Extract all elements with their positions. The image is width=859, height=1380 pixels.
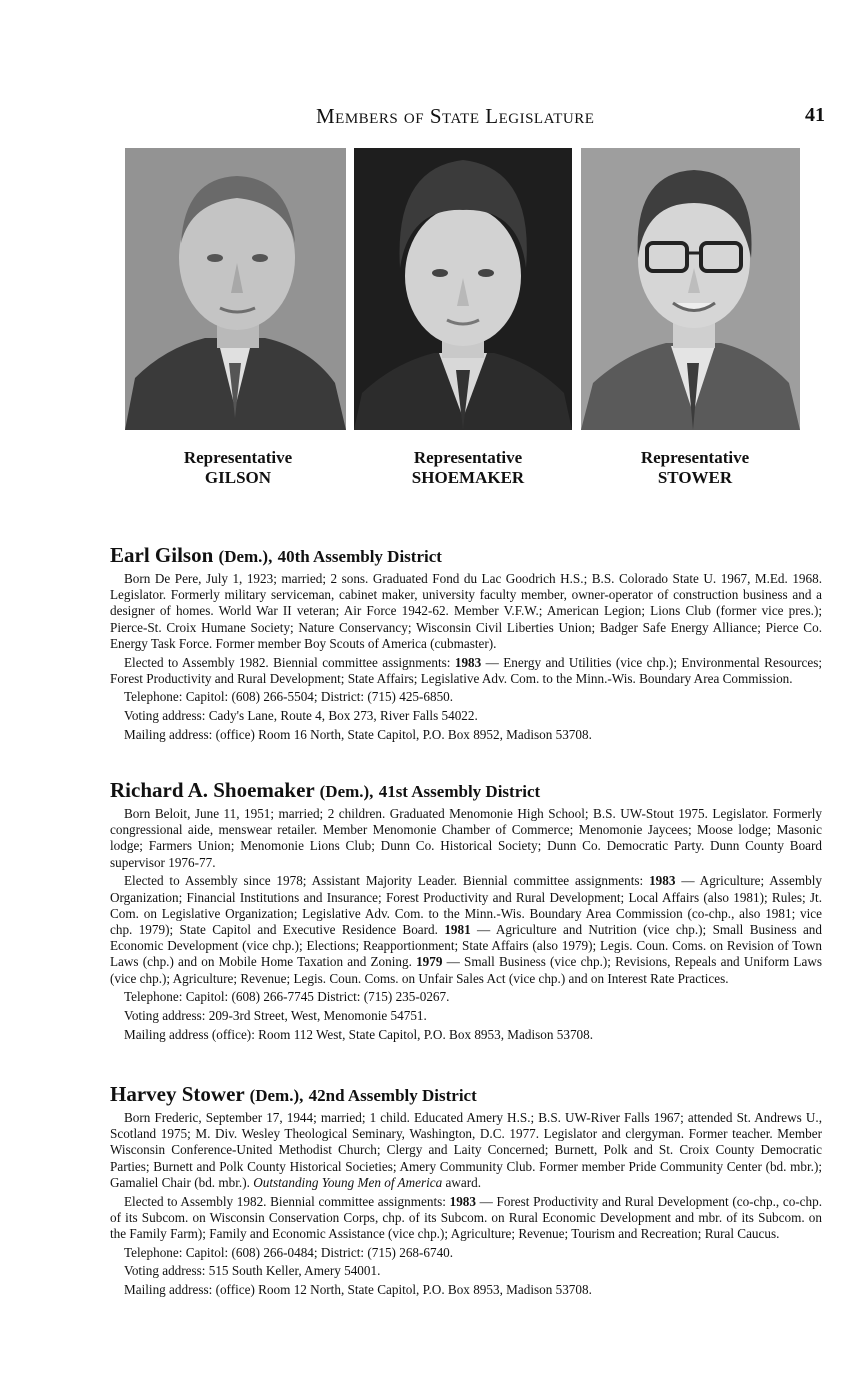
caption-name: STOWER <box>657 468 733 487</box>
bio-service: Elected to Assembly 1982. Biennial committee assignments: 1983 — Energy and Utilities (vice chp.); Environmental Resources; Forest Productivity and Rural Development; State Affairs; Legislative Adv. Com. to the Minn.-Wis. Boundary Area Commission. <box>110 654 823 686</box>
bio-voting-address: Voting address: 209-3rd Street, West, Menomonie 54751. <box>124 1007 427 1023</box>
bio-telephone: Telephone: Capitol: (608) 266-5504; District: (715) 425-6850. <box>124 689 454 705</box>
bio-background: Born De Pere, July 1, 1923; married; 2 sons. Graduated Fond du Lac Goodrich H.S.; B.S. Colorado State U. 1967, M.Ed. 1968. Legislator. Formerly military serviceman, cabinet maker, university faculty member, owner-operator of construction business and a designer of homes. World War II veteran; Air Force 1942-62. Member V.F.W.; American Legion; Lions Club (former vice pres.); Pierce-St. Croix Humane Society; Nature Conservancy; Wisconsin Civil Liberties Union; Badger Safe Energy Alliance; Pierce Co. Energy Task Force. Former member Boy Scouts of America (cubmaster). <box>110 571 822 651</box>
bio-shoemaker <box>110 778 822 1045</box>
bio-service: Elected to Assembly 1982. Biennial committee assignments: 1983 — Forest Productivity and Rural Development (co-chp., co-chp. of its Subcom. on Wisconsin Conservation Corps, chp. of its Subcom. on Rural Economic Development and mbr. of its Subcom. on the Family Farm); Family and Economic Assistance (vice chp.); Agriculture; Revenue; Tourism and Recreation; Rural Caucus. <box>110 1193 823 1241</box>
bio-telephone: Telephone: Capitol: (608) 266-7745 District: (715) 235-0267. <box>124 989 450 1005</box>
bio-background: Born Frederic, September 17, 1944; married; 1 child. Educated Amery H.S.; B.S. UW-River Falls 1967; attended St. Andrews U., Scotland 1975; M. Div. Wesley Theological Seminary, Washington, D.C. 1977. Legislator and clergyman. Former teacher. Member Wisconsin Conference-United Methodist Church; Clergy and Laity Concerned; Burnett, Polk and St. Croix County Democratic Parties; Burnett and Polk County Historical Societies; Amery Community Club. Former member Pride Community Center (bd. mbr.); Gamaliel Chair (bd. mbr.). Outstanding Young Men of America award. <box>110 1110 822 1190</box>
portrait-photo-shoemaker <box>354 148 572 430</box>
portrait-caption-stower <box>580 448 810 488</box>
district-label: 40th Assembly District <box>277 547 442 566</box>
bio-telephone: Telephone: Capitol: (608) 266-0484; District: (715) 268-6740. <box>124 1244 454 1260</box>
portrait-caption-gilson <box>123 448 353 488</box>
party-label: (Dem.), <box>249 1086 304 1105</box>
page-header <box>0 104 859 134</box>
caption-name: SHOEMAKER <box>411 468 525 487</box>
portrait-row <box>0 148 859 432</box>
bio-voting-address: Voting address: Cady's Lane, Route 4, Box 273, River Falls 54022. <box>124 708 478 724</box>
bio-heading <box>110 778 822 804</box>
bio-service: Elected to Assembly since 1978; Assistant Majority Leader. Biennial committee assignments: 1983 — Agriculture; Assembly Organization; Financial Institutions and Insurance; Forest Productivity and Rural Development; Local Affairs (also 1981); Rules; Jt. Com. on Legislative Organization; Legislative Adv. Com. to the Minn.-Wis. Boundary Area Commission (co-chp., also 1981; vice chp. 1979); State Capitol and Executive Residence Board. 1981 — Agriculture and Nutrition (vice chp.); Small Business and Economic Development (vice chp.); Elections; Reapportionment; State Affairs (also 1979); Legis. Coun. Coms. on Revision of Town Laws (chp.) and on Mobile Home Taxation and Zoning. 1979 — Small Business (vice chp.); Revisions, Repeals and Uniform Laws (vice chp.); Agriculture; Revenue; Legis. Coun. Coms. on Unfair Sales Act (vice chp.) and on Interest Rate Practices. <box>110 873 823 986</box>
running-title: Members of State Legislature <box>316 104 595 128</box>
member-name: Earl Gilson <box>110 543 214 567</box>
bio-heading <box>110 543 822 569</box>
party-label: (Dem.), <box>218 547 273 566</box>
district-label: 41st Assembly District <box>378 782 541 801</box>
portrait-photo-icon <box>581 148 800 430</box>
bio-stower <box>110 1082 822 1301</box>
caption-title: Representative <box>413 448 523 467</box>
portrait-photo-stower <box>581 148 800 430</box>
party-label: (Dem.), <box>319 782 374 801</box>
caption-title: Representative <box>183 448 293 467</box>
bio-background: Born Beloit, June 11, 1951; married; 2 children. Graduated Menomonie High School; B.S. UW-Stout 1975. Legislator. Formerly congressional aide, menswear retailer. Member Menomonie Chamber of Commerce; Menomonie Jaycees; Moose lodge; Masonic lodge; Farmers Union; Menomonie Lions Club; Dunn Co. Historical Society; Dunn Co. Democratic Party. Dunn County Board supervisor 1976-77. <box>110 806 822 870</box>
member-name: Harvey Stower <box>110 1082 245 1106</box>
caption-title: Representative <box>640 448 750 467</box>
portrait-photo-icon <box>125 148 346 430</box>
portrait-photo-gilson <box>125 148 346 430</box>
bio-gilson <box>110 543 822 746</box>
member-name: Richard A. Shoemaker <box>110 778 315 802</box>
bio-mailing-address: Mailing address: (office) Room 16 North, State Capitol, P.O. Box 8952, Madison 53708. <box>124 726 592 742</box>
bio-mailing-address: Mailing address (office): Room 112 West, State Capitol, P.O. Box 8953, Madison 53708. <box>124 1026 594 1042</box>
bio-mailing-address: Mailing address: (office) Room 12 North, State Capitol, P.O. Box 8953, Madison 53708. <box>124 1282 592 1298</box>
award-title: Outstanding Young Men of America <box>253 1174 443 1190</box>
page-number: 41 <box>805 104 825 126</box>
portrait-caption-shoemaker <box>353 448 583 488</box>
district-label: 42nd Assembly District <box>308 1086 477 1105</box>
bio-voting-address: Voting address: 515 South Keller, Amery 54001. <box>124 1263 381 1279</box>
caption-name: GILSON <box>204 468 272 487</box>
portrait-photo-icon <box>354 148 572 430</box>
bio-heading <box>110 1082 822 1108</box>
